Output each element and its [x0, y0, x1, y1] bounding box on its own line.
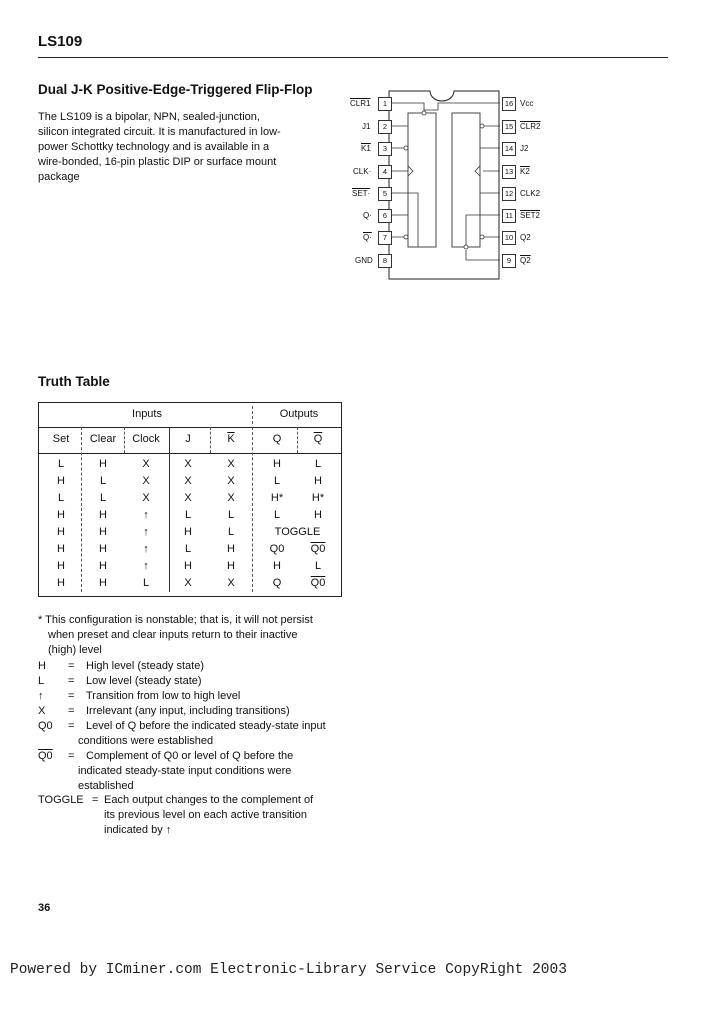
page-number: 36 [38, 902, 51, 914]
header-rule [38, 57, 668, 58]
pin-3-label: K1 [361, 144, 371, 153]
legend: H = High level (steady state) L = Low level (steady state) ↑ = Transition from low to high level X = Irrelevant (any input, including transitions) Q0 = Level of Q before the indicated steady-state input conditions were established Q0 = Complement of Q0 or level of Q before the indicated steady-state input conditions were established TOGGLE = Each output changes to the complement of its previous level on each active transition indicated by ↑ [38, 660, 326, 836]
pin-7-label: Q· [363, 233, 372, 242]
pin-1-label: CLR1 [350, 99, 371, 108]
outputs-group-header: Outputs [279, 408, 319, 420]
toggle-cell: TOGGLE [274, 526, 321, 538]
description-line: wire-bonded, 16-pin plastic DIP or surface mount [38, 156, 277, 168]
col-j: J [185, 433, 191, 445]
pin-12-number: 12 [502, 187, 516, 201]
pin-6-number: 6 [378, 209, 392, 223]
pin-2-label: J1 [362, 122, 371, 131]
pin-2-number: 2 [378, 120, 392, 134]
device-description [38, 110, 328, 185]
pin-11-label: SET2 [520, 211, 541, 220]
description-line: The LS109 is a bipolar, NPN, sealed-junction, [38, 111, 260, 123]
pin-16-number: 16 [502, 97, 516, 111]
footer-copyright: Powered by ICminer.com Electronic-Library Service CopyRight 2003 [10, 962, 567, 978]
pin-11-number: 11 [502, 209, 516, 223]
col-q-bar: $\overline{Q}$ [313, 433, 323, 445]
chip-package-outline [388, 90, 500, 280]
pin-7-number: 7 [378, 231, 392, 245]
pin-5-number: 5 [378, 187, 392, 201]
pin-9-number: 9 [502, 254, 516, 268]
description-line: power Schottky technology and is available in a [38, 141, 270, 153]
pin-3-number: 3 [378, 142, 392, 156]
page-header-title: LS109 [38, 33, 83, 50]
col-clear: Clear [89, 433, 117, 445]
description-line: package [38, 171, 80, 183]
inputs-group-header: Inputs [132, 408, 162, 420]
pin-8-number: 8 [378, 254, 392, 268]
pin-14-label: J2 [520, 144, 529, 153]
pin-4-number: 4 [378, 165, 392, 179]
pin-13-number: 13 [502, 165, 516, 179]
col-clock: Clock [132, 433, 160, 445]
pin-8-label: GND [355, 256, 373, 265]
pin-15-number: 15 [502, 120, 516, 134]
pin-13-label: K2 [520, 167, 530, 176]
pin-9-label: Q2 [520, 256, 531, 265]
pin-10-number: 10 [502, 231, 516, 245]
pin-16-label: Vcc [520, 99, 534, 108]
col-set: Set [52, 433, 70, 445]
pin-number: 1 [378, 97, 392, 111]
pin-14-number: 14 [502, 142, 516, 156]
pin-10-label: Q2 [520, 233, 531, 242]
truth-table: Inputs Outputs Set Clear Clock J $\overline{K}$ Q $\overline{Q}$ L H X X X H L H L X X X L H L L X X X H* H* H H ↑ L L L H H H ↑ H L TOGGLE H H ↑ L H Q0 Q0 H H ↑ H H H L H H L X X Q Q0 [38, 402, 342, 597]
pin-15-label: CLR2 [520, 122, 541, 131]
pin-12-label: CLK2 [520, 189, 541, 198]
truth-table-title: Truth Table [38, 374, 110, 389]
footnote: * This configuration is nonstable; that is, it will not persist when preset and clear inputs return to their inactive (high) level [38, 614, 313, 656]
pin-6-label: Q· [363, 211, 372, 220]
description-line: silicon integrated circuit. It is manufactured in low- [38, 126, 281, 138]
device-title: Dual J-K Positive-Edge-Triggered Flip-Flop [38, 82, 313, 97]
pin-4-label: CLK· [353, 167, 372, 176]
pin-5-label: SET· [352, 189, 371, 198]
col-k: $\overline{K}$ [227, 433, 235, 445]
flip-flop-1-block [408, 113, 436, 247]
col-q: Q [272, 433, 282, 445]
